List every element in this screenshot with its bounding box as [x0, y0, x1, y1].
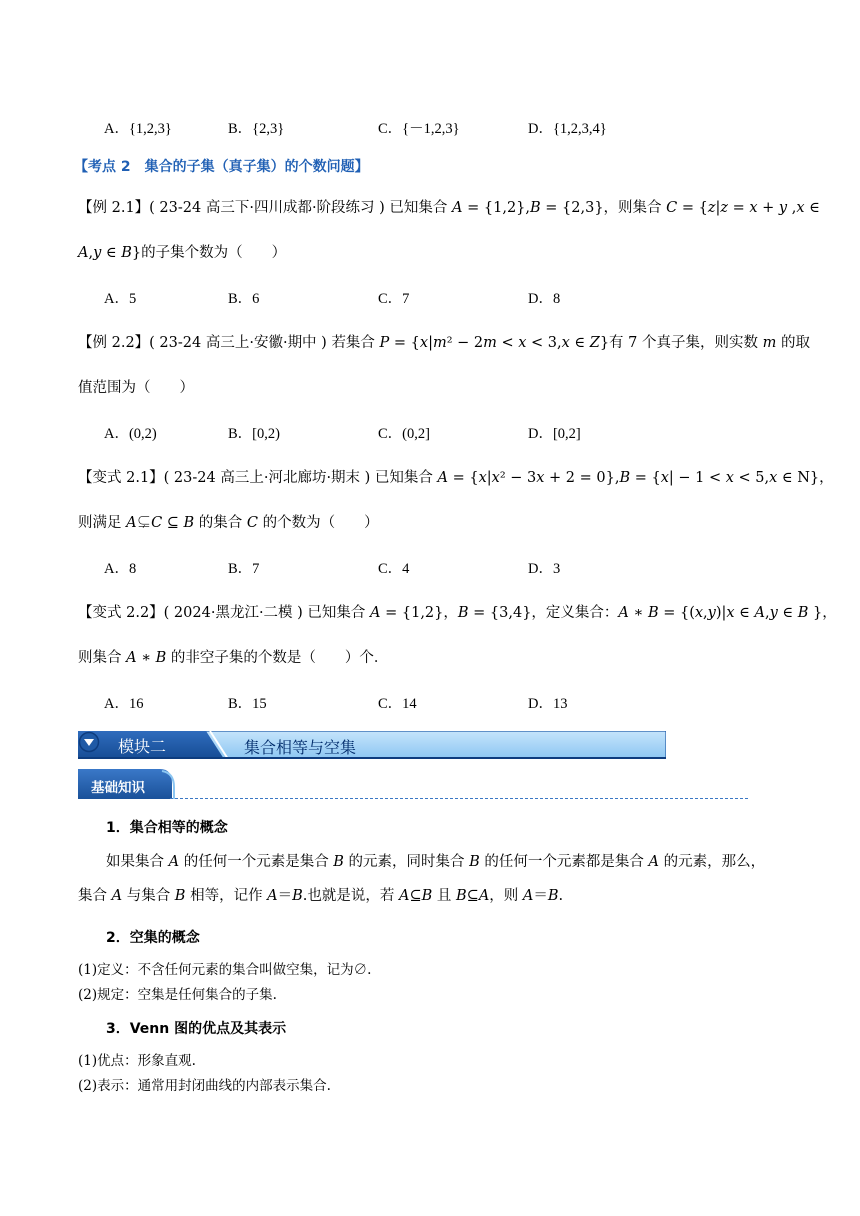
divider: [170, 798, 748, 799]
prev-options-row: [0, 117, 860, 137]
variant-2-1-line2: 则满足 𝐴⊊𝐶 ⊆ 𝐵 的集合 𝐶 的个数为（ ）: [78, 515, 379, 531]
option-d: D．[0,2]: [528, 426, 581, 442]
option-d: D．13: [528, 696, 568, 712]
variant-2-1-options: [0, 557, 860, 577]
option-d: D．{1,2,3,4}: [528, 121, 607, 137]
option-c: C．14: [378, 696, 417, 712]
section-3-title: 3．Venn 图的优点及其表示: [106, 1021, 287, 1037]
option-d: D．3: [528, 561, 561, 577]
option-c: C．{－1,2,3}: [378, 121, 460, 137]
section-2-line2: (2)规定：空集是任何集合的子集.: [78, 987, 277, 1003]
variant-2-2-line2: 则集合 𝐴 ∗ 𝐵 的非空子集的个数是（ ）个．: [78, 650, 389, 666]
section-2-title: 2．空集的概念: [106, 930, 200, 946]
section-1-title: 1．集合相等的概念: [106, 820, 228, 836]
option-c: C．7: [378, 291, 410, 307]
variant-2-2-options: [0, 692, 860, 712]
variant-2-2-line1: 【变式 2.2】( 2024·黑龙江·二模 ) 已知集合 𝐴 = {1,2}，𝐵 = {3,4}，定义集合：𝐴 ∗ 𝐵 = {(𝑥,𝑦)|𝑥 ∈ 𝐴,𝑦 ∈ 𝐵 }，: [78, 605, 837, 621]
option-b: B．15: [228, 696, 267, 712]
option-a: A．16: [104, 696, 144, 712]
kaodian-heading: 【考点 2 集合的子集（真子集）的个数问题】: [74, 159, 369, 175]
section-1-line1: 如果集合 𝐴 的任何一个元素是集合 𝐵 的元素，同时集合 𝐵 的任何一个元素都是集合 𝐴 的元素，那么，: [106, 854, 766, 870]
module-banner: [78, 731, 666, 759]
section-2-line1: (1)定义：不含任何元素的集合叫做空集，记为∅.: [78, 962, 372, 978]
example-2-1-options: [0, 287, 860, 307]
module-label: 模块二: [118, 737, 167, 756]
chevron-down-icon[interactable]: [78, 731, 100, 753]
option-a: A．(0,2): [104, 426, 157, 442]
option-a: A．{1,2,3}: [104, 121, 172, 137]
module-title: 集合相等与空集: [244, 738, 357, 757]
example-2-2-line1: 【例 2.2】( 23-24 高三上·安徽·期中 ) 若集合 𝑃 = {𝑥|𝑚² − 2𝑚 < 𝑥 < 3,𝑥 ∈ 𝑍}有 7 个真子集，则实数 𝑚 的取: [78, 335, 810, 351]
option-b: B．{2,3}: [228, 121, 285, 137]
option-c: C．4: [378, 561, 410, 577]
section-3-line1: (1)优点：形象直观.: [78, 1053, 196, 1069]
basic-knowledge-label: 基础知识: [91, 780, 145, 796]
option-a: A．8: [104, 561, 137, 577]
example-2-2-options: [0, 422, 860, 442]
variant-2-1-line1: 【变式 2.1】( 23-24 高三上·河北廊坊·期末 ) 已知集合 𝐴 = {𝑥|𝑥² − 3𝑥 + 2 = 0},𝐵 = {𝑥| − 1 < 𝑥 < 5,𝑥 ∈ N}，: [78, 470, 834, 486]
option-c: C．(0,2]: [378, 426, 430, 442]
option-d: D．8: [528, 291, 561, 307]
example-2-1-line1: 【例 2.1】( 23-24 高三下·四川成都·阶段练习 ) 已知集合 𝐴 = {1,2},𝐵 = {2,3}，则集合 𝐶 = {𝑧|𝑧 = 𝑥 + 𝑦 ,𝑥 ∈: [78, 200, 820, 216]
option-b: B．[0,2): [228, 426, 280, 442]
option-a: A．5: [104, 291, 137, 307]
section-1-line2: 集合 𝐴 与集合 𝐵 相等，记作 𝐴＝𝐵.也就是说，若 𝐴⊆𝐵 且 𝐵⊆𝐴，则 𝐴＝𝐵.: [78, 888, 564, 904]
option-b: B．7: [228, 561, 260, 577]
example-2-2-line2: 值范围为（ ）: [78, 380, 194, 396]
option-b: B．6: [228, 291, 260, 307]
example-2-1-line2: 𝐴,𝑦 ∈ 𝐵}的子集个数为（ ）: [78, 245, 287, 261]
basic-knowledge-tab: [78, 769, 176, 801]
module-banner-shape: [78, 731, 666, 759]
section-3-line2: (2)表示：通常用封闭曲线的内部表示集合.: [78, 1078, 331, 1094]
